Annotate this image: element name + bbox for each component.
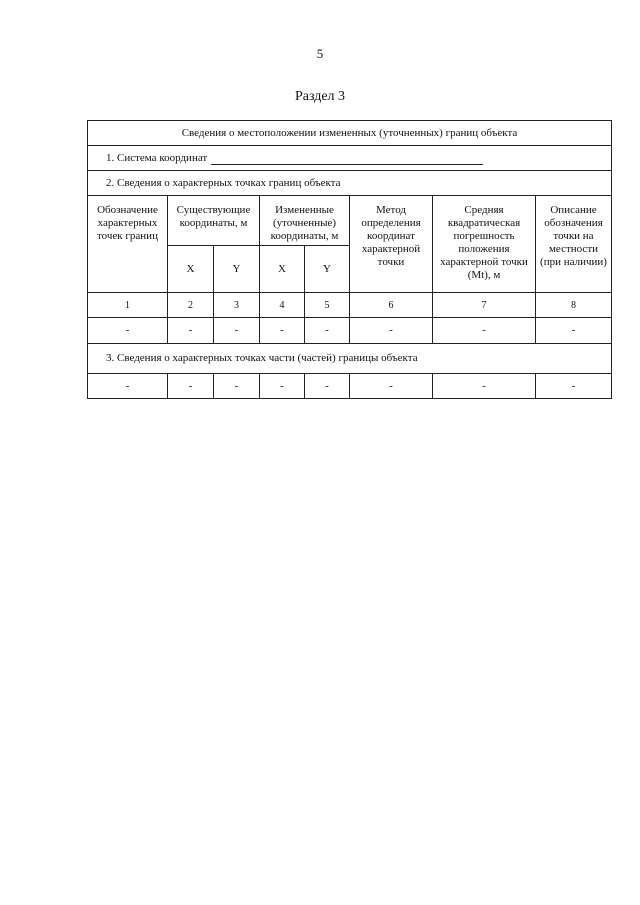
coord-system-blank-line	[211, 153, 483, 165]
points-section-label: 2. Сведения о характерных точках границ объекта	[88, 171, 612, 196]
coord-system-row	[88, 146, 612, 171]
coord-system-label: 1. Система координат	[106, 151, 208, 164]
column-number: 7	[433, 293, 536, 318]
table-cell: -	[214, 318, 260, 344]
subheader-changed-y: Y	[305, 246, 350, 293]
column-number: 6	[350, 293, 433, 318]
table-cell: -	[433, 318, 536, 344]
table-cell: -	[350, 318, 433, 344]
column-number: 8	[536, 293, 612, 318]
header-method: Метод определения координат характерной точки	[350, 196, 433, 293]
subheader-existing-x: X	[168, 246, 214, 293]
header-changed-coords: Измененные (уточненные) координаты, м	[260, 196, 350, 246]
table-cell: -	[260, 374, 305, 399]
table-cell: -	[168, 318, 214, 344]
column-number: 2	[168, 293, 214, 318]
table-cell: -	[536, 374, 612, 399]
table-cell: -	[536, 318, 612, 344]
header-error: Средняя квадратическая погрешность положения характерной точки (Mt), м	[433, 196, 536, 293]
column-number: 3	[214, 293, 260, 318]
subheader-changed-x: X	[260, 246, 305, 293]
table-cell: -	[214, 374, 260, 399]
header-existing-coords: Существующие координаты, м	[168, 196, 260, 246]
table-row	[88, 318, 612, 344]
table-row	[88, 374, 612, 399]
table-cell: -	[350, 374, 433, 399]
header-designation: Обозначение характерных точек границ	[88, 196, 168, 293]
table-cell: -	[305, 318, 350, 344]
column-number: 4	[260, 293, 305, 318]
boundary-info-table	[87, 120, 612, 399]
table-cell: -	[88, 374, 168, 399]
subheader-existing-y: Y	[214, 246, 260, 293]
table-cell: -	[305, 374, 350, 399]
column-number: 1	[88, 293, 168, 318]
table-cell: -	[88, 318, 168, 344]
section-title: Раздел 3	[294, 89, 346, 104]
table-cell: -	[433, 374, 536, 399]
table-title: Сведения о местоположении измененных (уточненных) границ объекта	[88, 121, 612, 146]
column-number: 5	[305, 293, 350, 318]
page-number: 5	[316, 46, 324, 61]
table-cell: -	[168, 374, 214, 399]
column-number-row	[88, 293, 612, 318]
header-description: Описание обозначения точки на местности (при наличии)	[536, 196, 612, 293]
parts-section-label: 3. Сведения о характерных точках части (частей) границы объекта	[88, 344, 612, 374]
table-cell: -	[260, 318, 305, 344]
